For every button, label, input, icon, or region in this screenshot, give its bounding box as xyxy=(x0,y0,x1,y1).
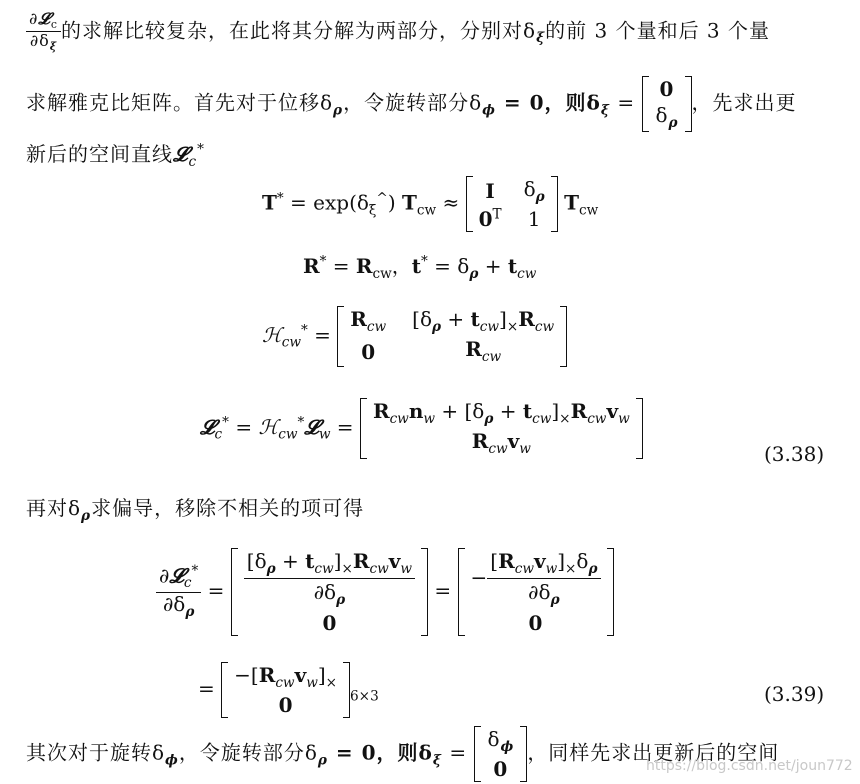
paragraph-line-3: 新后的空间直线𝓛$_c$* xyxy=(26,141,205,170)
paragraph-line-1: $\frac{\partial 𝓛_c}{\partial\delta_\xi}$ 的求解比较复杂，在此将其分解为两部分，分别对$\delta_\xi$的前 3 个量和后 3 个量 xyxy=(26,10,770,54)
paragraph-line-2: 求解雅克比矩阵。首先对于位移$\delta_\rho$，令旋转部分$\delta_\phi = 0$，则$\delta_\xi$ = 0 $\delta_\rho$ ，先求出更 xyxy=(26,77,797,131)
paragraph-line-4: 再对$\delta_\rho$求偏导，移除不相关的项可得 xyxy=(26,496,365,524)
equation-derivative: $\frac{\partial 𝓛_c^*}{\partial\delta_\rho}$ = $\frac{[\delta_\rho + t_{cw}]_\times R_{cw}v_w}{\partial\delta_\rho}$ 0 = − $\frac{[R_{cw}v_w]_\times\delta_\rho}{\partial\delta_\rho}$ 0 xyxy=(156,548,614,636)
equation-H-star: ℋ$_{cw}$* = $R_{cw}$ $[\delta_\rho + t_{cw}]_\times R_{cw}$ 0 $R_{cw}$ xyxy=(262,306,567,367)
equation-final: = $-[R_{cw}v_w]_\times$ 0 $_{6\times 3}$ xyxy=(198,663,379,718)
paragraph-line-5: 其次对于旋转$\delta_\phi$，令旋转部分$\delta_\rho = 0$，则$\delta_\xi$ = $\delta_\phi$ 0 ，同样先求出更新后的空间 xyxy=(26,727,780,782)
equation-number-3-38: (3.38) xyxy=(764,442,825,466)
equation-R-t-star: $R^* = R_{cw}$，$t^* = \delta_\rho + t_{cw}$ xyxy=(303,253,537,282)
delta-xi-vector: 0 $\delta_\rho$ xyxy=(642,76,691,132)
equation-T-star: $T^* = \exp(\delta_\xi^{\^{}}) T_{cw}$ ≈ I $\delta_\rho$ $0^T$ 1 $T_{cw}$ xyxy=(262,177,599,232)
partial-fraction-small: $\frac{\partial 𝓛_c}{\partial\delta_\xi}$ xyxy=(26,10,61,54)
equation-L-star: 𝓛$_c$* = ℋ$_{cw}$*𝓛$_w$ = $R_{cw}n_w + [\delta_\rho + t_{cw}]_\times R_{cw}v_w$ $R_{cw}v_w$ xyxy=(200,398,643,459)
equation-number-3-39: (3.39) xyxy=(764,682,825,706)
watermark-text: https://blog.csdn.net/joun772 xyxy=(646,758,853,774)
